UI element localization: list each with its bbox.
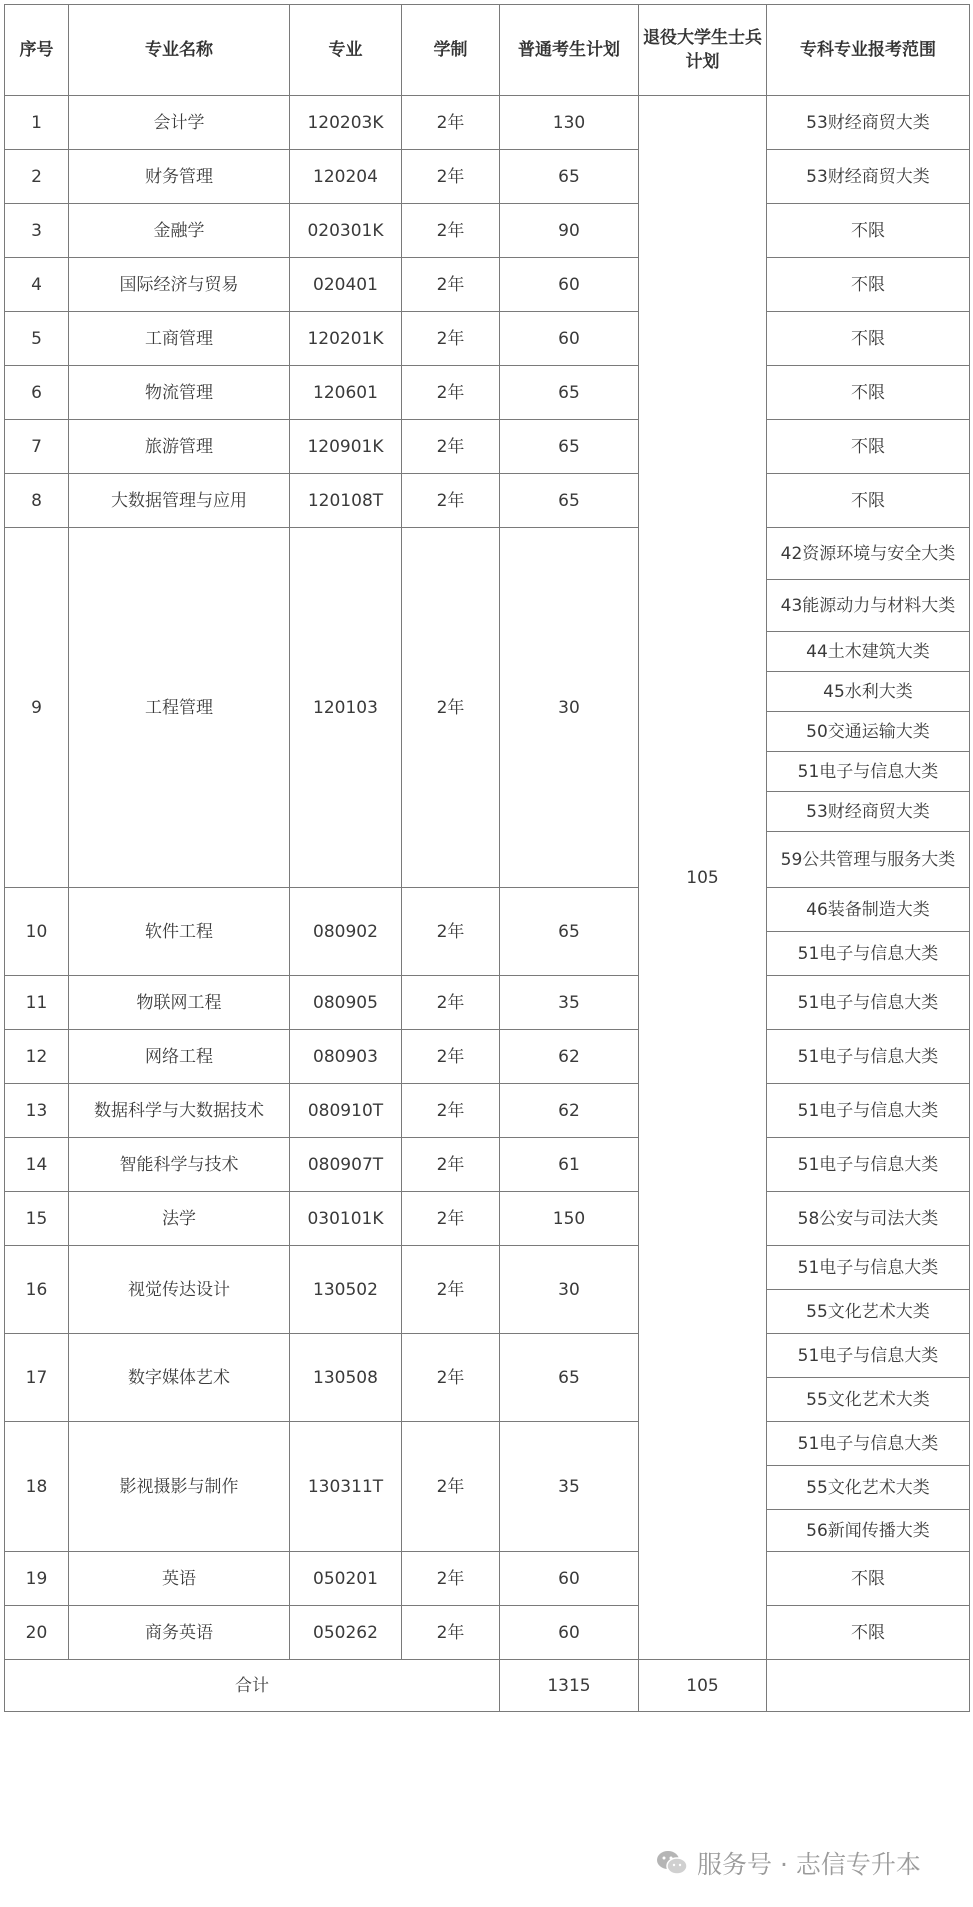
major-name-cell: 物流管理 [69,366,290,420]
duration-cell: 2年 [402,1422,500,1552]
eligible-range-cell: 不限 [767,420,970,474]
seq-cell: 10 [5,888,69,976]
major-code-cell: 120103 [290,528,402,888]
header-veteran-plan: 退役大学生士兵计划 [639,5,767,96]
duration-cell: 2年 [402,1552,500,1606]
table-row [5,1422,970,1466]
regular-plan-cell: 65 [500,888,639,976]
major-name-cell: 国际经济与贸易 [69,258,290,312]
major-name-cell: 物联网工程 [69,976,290,1030]
total-range-cell [767,1660,970,1712]
regular-plan-cell: 60 [500,312,639,366]
duration-cell: 2年 [402,1192,500,1246]
major-code-cell: 080905 [290,976,402,1030]
eligible-range-cell: 58公安与司法大类 [767,1192,970,1246]
duration-cell: 2年 [402,1606,500,1660]
seq-cell: 9 [5,528,69,888]
major-code-cell: 130508 [290,1334,402,1422]
major-name-cell: 数据科学与大数据技术 [69,1084,290,1138]
major-code-cell: 120203K [290,96,402,150]
major-name-cell: 商务英语 [69,1606,290,1660]
seq-cell: 11 [5,976,69,1030]
eligible-range-cell: 不限 [767,474,970,528]
duration-cell: 2年 [402,528,500,888]
eligible-range-cell: 45水利大类 [767,672,970,712]
eligible-range-cell: 不限 [767,258,970,312]
eligible-range-cell: 51电子与信息大类 [767,752,970,792]
total-label-cell: 合计 [5,1660,500,1712]
duration-cell: 2年 [402,420,500,474]
table-body [5,96,970,1712]
regular-plan-cell: 61 [500,1138,639,1192]
duration-cell: 2年 [402,258,500,312]
major-code-cell: 020401 [290,258,402,312]
eligible-range-cell: 53财经商贸大类 [767,150,970,204]
duration-cell: 2年 [402,204,500,258]
major-name-cell: 影视摄影与制作 [69,1422,290,1552]
table-row [5,1552,970,1606]
eligible-range-cell: 不限 [767,204,970,258]
seq-cell: 17 [5,1334,69,1422]
header-major-name: 专业名称 [69,5,290,96]
regular-plan-cell: 62 [500,1030,639,1084]
seq-cell: 3 [5,204,69,258]
eligible-range-cell: 55文化艺术大类 [767,1466,970,1510]
eligible-range-cell: 59公共管理与服务大类 [767,832,970,888]
major-code-cell: 080907T [290,1138,402,1192]
seq-cell: 15 [5,1192,69,1246]
major-code-cell: 080902 [290,888,402,976]
eligible-range-cell: 不限 [767,312,970,366]
major-name-cell: 工商管理 [69,312,290,366]
enrollment-table-container [4,4,969,1712]
seq-cell: 1 [5,96,69,150]
eligible-range-cell: 55文化艺术大类 [767,1378,970,1422]
regular-plan-cell: 60 [500,1552,639,1606]
duration-cell: 2年 [402,1030,500,1084]
duration-cell: 2年 [402,976,500,1030]
major-name-cell: 软件工程 [69,888,290,976]
regular-plan-cell: 35 [500,976,639,1030]
seq-cell: 7 [5,420,69,474]
major-code-cell: 130502 [290,1246,402,1334]
seq-cell: 5 [5,312,69,366]
major-code-cell: 120204 [290,150,402,204]
watermark-text: 服务号 · 志信专升本 [697,1850,921,1879]
wechat-icon [655,1849,689,1877]
major-name-cell: 数字媒体艺术 [69,1334,290,1422]
table-row [5,1606,970,1660]
regular-plan-cell: 130 [500,96,639,150]
total-veteran-cell: 105 [639,1660,767,1712]
eligible-range-cell: 56新闻传播大类 [767,1510,970,1552]
table-row [5,528,970,580]
header-duration: 学制 [402,5,500,96]
eligible-range-cell: 51电子与信息大类 [767,1422,970,1466]
regular-plan-cell: 30 [500,528,639,888]
regular-plan-cell: 65 [500,150,639,204]
watermark [655,1843,955,1883]
major-name-cell: 法学 [69,1192,290,1246]
eligible-range-cell: 44土木建筑大类 [767,632,970,672]
regular-plan-cell: 60 [500,1606,639,1660]
seq-cell: 2 [5,150,69,204]
table-row [5,1334,970,1378]
eligible-range-cell: 51电子与信息大类 [767,1138,970,1192]
major-name-cell: 会计学 [69,96,290,150]
seq-cell: 6 [5,366,69,420]
major-name-cell: 财务管理 [69,150,290,204]
total-plan-cell: 1315 [500,1660,639,1712]
table-row [5,312,970,366]
header-regular-plan: 普通考生计划 [500,5,639,96]
regular-plan-cell: 60 [500,258,639,312]
major-name-cell: 智能科学与技术 [69,1138,290,1192]
major-code-cell: 130311T [290,1422,402,1552]
eligible-range-cell: 不限 [767,1606,970,1660]
major-code-cell: 020301K [290,204,402,258]
major-code-cell: 120201K [290,312,402,366]
seq-cell: 19 [5,1552,69,1606]
eligible-range-cell: 42资源环境与安全大类 [767,528,970,580]
eligible-range-cell: 55文化艺术大类 [767,1290,970,1334]
seq-cell: 16 [5,1246,69,1334]
duration-cell: 2年 [402,312,500,366]
table-row [5,888,970,932]
eligible-range-cell: 51电子与信息大类 [767,1246,970,1290]
major-code-cell: 120901K [290,420,402,474]
major-name-cell: 工程管理 [69,528,290,888]
table-row [5,1246,970,1290]
table-header-row [5,5,970,96]
eligible-range-cell: 53财经商贸大类 [767,792,970,832]
seq-cell: 14 [5,1138,69,1192]
major-code-cell: 050262 [290,1606,402,1660]
table-row [5,976,970,1030]
eligible-range-cell: 53财经商贸大类 [767,96,970,150]
table-row [5,1138,970,1192]
eligible-range-cell: 51电子与信息大类 [767,1084,970,1138]
duration-cell: 2年 [402,150,500,204]
major-name-cell: 旅游管理 [69,420,290,474]
major-code-cell: 080903 [290,1030,402,1084]
regular-plan-cell: 65 [500,420,639,474]
duration-cell: 2年 [402,1084,500,1138]
duration-cell: 2年 [402,1334,500,1422]
table-row [5,474,970,528]
regular-plan-cell: 65 [500,366,639,420]
table-row [5,1030,970,1084]
eligible-range-cell: 43能源动力与材料大类 [767,580,970,632]
veteran-plan-cell: 105 [639,96,767,1660]
major-code-cell: 030101K [290,1192,402,1246]
seq-cell: 13 [5,1084,69,1138]
table-row [5,258,970,312]
seq-cell: 4 [5,258,69,312]
major-code-cell: 120601 [290,366,402,420]
table-row [5,204,970,258]
major-name-cell: 视觉传达设计 [69,1246,290,1334]
eligible-range-cell: 51电子与信息大类 [767,1030,970,1084]
table-row [5,1084,970,1138]
enrollment-table [4,4,970,1712]
regular-plan-cell: 90 [500,204,639,258]
header-seq: 序号 [5,5,69,96]
duration-cell: 2年 [402,96,500,150]
eligible-range-cell: 51电子与信息大类 [767,1334,970,1378]
eligible-range-cell: 不限 [767,1552,970,1606]
duration-cell: 2年 [402,1246,500,1334]
eligible-range-cell: 51电子与信息大类 [767,976,970,1030]
table-row [5,420,970,474]
major-name-cell: 大数据管理与应用 [69,474,290,528]
header-major-code: 专业 [290,5,402,96]
major-code-cell: 080910T [290,1084,402,1138]
major-code-cell: 050201 [290,1552,402,1606]
regular-plan-cell: 150 [500,1192,639,1246]
seq-cell: 12 [5,1030,69,1084]
major-name-cell: 网络工程 [69,1030,290,1084]
regular-plan-cell: 65 [500,1334,639,1422]
seq-cell: 20 [5,1606,69,1660]
major-name-cell: 金融学 [69,204,290,258]
major-name-cell: 英语 [69,1552,290,1606]
eligible-range-cell: 46装备制造大类 [767,888,970,932]
table-row [5,96,970,150]
eligible-range-cell: 51电子与信息大类 [767,932,970,976]
duration-cell: 2年 [402,366,500,420]
table-row [5,1192,970,1246]
regular-plan-cell: 62 [500,1084,639,1138]
eligible-range-cell: 不限 [767,366,970,420]
duration-cell: 2年 [402,474,500,528]
seq-cell: 8 [5,474,69,528]
table-footer-row [5,1660,970,1712]
table-row [5,366,970,420]
seq-cell: 18 [5,1422,69,1552]
regular-plan-cell: 30 [500,1246,639,1334]
regular-plan-cell: 65 [500,474,639,528]
duration-cell: 2年 [402,1138,500,1192]
regular-plan-cell: 35 [500,1422,639,1552]
eligible-range-cell: 50交通运输大类 [767,712,970,752]
header-eligible-range: 专科专业报考范围 [767,5,970,96]
duration-cell: 2年 [402,888,500,976]
major-code-cell: 120108T [290,474,402,528]
table-row [5,150,970,204]
